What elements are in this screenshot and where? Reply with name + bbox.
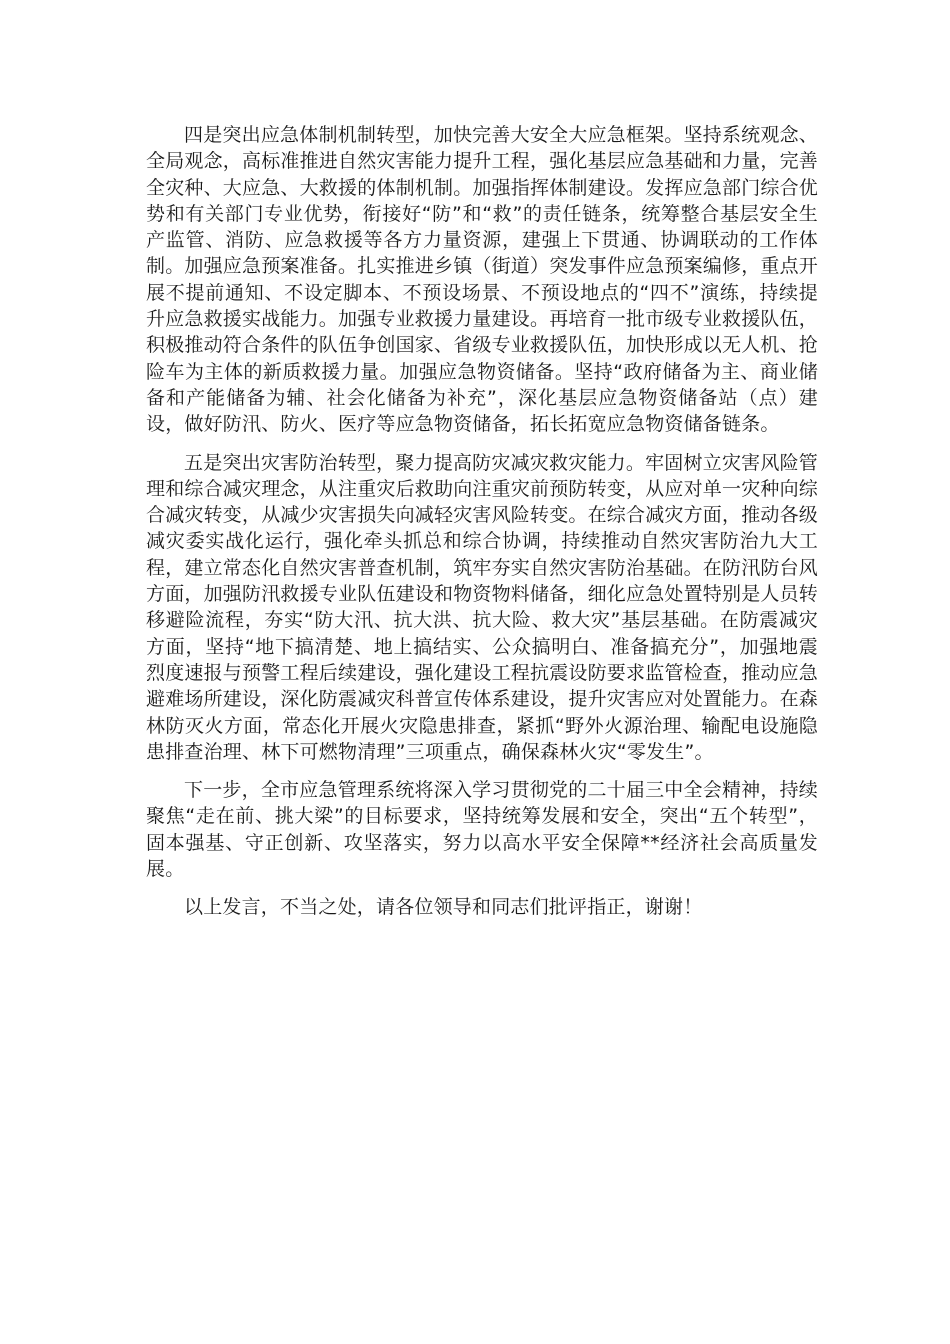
paragraph-closing: 以上发言，不当之处，请各位领导和同志们批评指正，谢谢！ [184,896,703,919]
paragraph-disaster-prevention: 五是突出灾害防治转型，聚力提高防灾减灾救灾能力。牢固树立灾害风险管理和综合减灾理念，从注重灾后救助向注重灾前预防转变，从应对单一灾种向综合减灾转变，从减少灾害损失向减轻灾害风险转变。在综合减灾方面，推动各级减灾委实战化运行，强化牵头抓总和综合协调，持续推动自然灾害防治九大工程，建立常态化自然灾害普查机制，筑牢夯实自然灾害防治基础。在防汛防台风方面，加强防汛救援专业队伍建设和物资物料储备，细化应急处置特别是人员转移避险流程，夯实“防大汛、抗大洪、抗大险、救大灾”基层基础。在防震减灾方面，坚持“地下搞清楚、地上搞结实、公众搞明白、准备搞充分”，加强地震烈度速报与预警工程后续建设，强化建设工程抗震设防要求监管检查，推动应急避难场所建设，深化防震减灾科普宣传体系建设，提升灾害应对处置能力。在森林防灭火方面，常态化开展火灾隐患排查，紧抓“野外火源治理、输配电设施隐患排查治理、林下可燃物清理”三项重点，确保森林火灾“零发生”。 [146,451,819,763]
document-body [146,122,818,933]
paragraph-emergency-system: 四是突出应急体制机制转型，加快完善大安全大应急框架。坚持系统观念、全局观念，高标准推进自然灾害能力提升工程，强化基层应急基础和力量，完善全灾种、大应急、大救援的体制机制。加强指挥体制建设。发挥应急部门综合优势和有关部门专业优势，衔接好“防”和“救”的责任链条，统筹整合基层安全生产监管、消防、应急救援等各方力量资源，建强上下贯通、协调联动的工作体制。加强应急预案准备。扎实推进乡镇（街道）突发事件应急预案编修，重点开展不提前通知、不设定脚本、不预设场景、不预设地点的“四不”演练，持续提升应急救援实战能力。加强专业救援力量建设。再培育一批市级专业救援队伍，积极推动符合条件的队伍争创国家、省级专业救援队伍，加快形成以无人机、抢险车为主体的新质救援力量。加强应急物资储备。坚持“政府储备为主、商业储备和产能储备为辅、社会化储备为补充”，深化基层应急物资储备站（点）建设，做好防汛、防火、医疗等应急物资储备，拓长拓宽应急物资储备链条。 [146,124,819,436]
paragraph-next-steps: 下一步，全市应急管理系统将深入学习贯彻党的二十届三中全会精神，持续聚焦“走在前、挑大梁”的目标要求，坚持统筹发展和安全，突出“五个转型”，固本强基、守正创新、攻坚落实，努力以高水平安全保障**经济社会高质量发展。 [146,779,818,881]
